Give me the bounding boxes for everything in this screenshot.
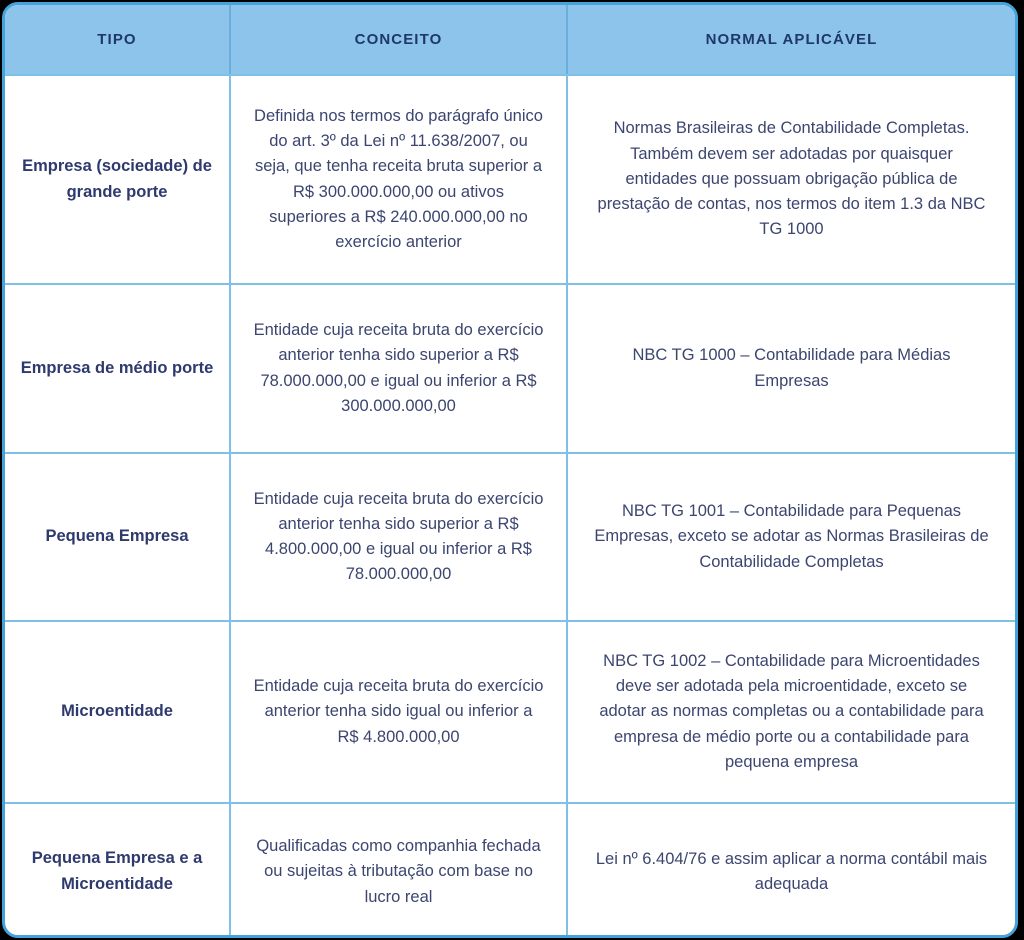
cell-normal-aplicavel — [568, 622, 1015, 802]
cell-conceito — [229, 804, 568, 938]
comparison-table — [2, 2, 1018, 938]
table-row — [5, 74, 1015, 283]
cell-conceito-text: Entidade cuja receita bruta do exercício anterior tenha sido superior a R$ 4.800.000,00 e igual ou inferior a R$ 78.000.000,00 — [253, 489, 544, 584]
cell-conceito — [229, 454, 568, 620]
cell-normal-aplicavel-text: Lei nº 6.404/76 e assim aplicar a norma contábil mais adequada — [595, 849, 988, 893]
column-header-conceito-label: CONCEITO — [354, 31, 443, 48]
cell-tipo — [5, 76, 229, 283]
cell-conceito-text: Entidade cuja receita bruta do exercício anterior tenha sido superior a R$ 78.000.000,00 e igual ou inferior a R$ 300.000.000,00 — [253, 321, 544, 415]
table-header-row — [5, 5, 1015, 74]
cell-conceito — [229, 76, 568, 283]
table-row — [5, 283, 1015, 452]
column-header-tipo-label: TIPO — [97, 31, 137, 48]
table-row — [5, 620, 1015, 802]
column-header-conceito — [229, 5, 568, 74]
cell-tipo-text: Pequena Empresa e a Microentidade — [31, 849, 203, 893]
cell-tipo-text: Pequena Empresa — [45, 527, 189, 546]
cell-conceito — [229, 622, 568, 802]
cell-normal-aplicavel — [568, 76, 1015, 283]
column-header-normal-aplicavel — [568, 5, 1015, 74]
cell-normal-aplicavel-text: NBC TG 1000 – Contabilidade para Médias Empresas — [632, 346, 951, 390]
table-row — [5, 802, 1015, 938]
cell-normal-aplicavel-text: Normas Brasileiras de Contabilidade Completas. Também devem ser adotadas por quaisquer entidades que possuam obrigação pública de prestação de contas, nos termos do item 1.3 da NBC TG 1000 — [597, 119, 986, 239]
cell-tipo — [5, 285, 229, 452]
column-header-tipo — [5, 5, 229, 74]
cell-tipo — [5, 622, 229, 802]
column-header-normal-aplicavel-label: NORMAL APLICÁVEL — [705, 31, 878, 48]
cell-normal-aplicavel-text: NBC TG 1001 – Contabilidade para Pequenas Empresas, exceto se adotar as Normas Brasileiras de Contabilidade Completas — [594, 502, 989, 571]
table-row — [5, 452, 1015, 620]
cell-conceito-text: Qualificadas como companhia fechada ou sujeitas à tributação com base no lucro real — [256, 837, 541, 906]
cell-tipo-text: Empresa de médio porte — [20, 358, 214, 377]
cell-normal-aplicavel-text: NBC TG 1002 – Contabilidade para Microentidades deve ser adotada pela microentidade, exceto se adotar as normas completas ou a contabilidade para empresa de médio porte ou a contabilidade para pequena empresa — [599, 651, 984, 771]
cell-conceito-text: Definida nos termos do parágrafo único do art. 3º da Lei nº 11.638/2007, ou seja, que tenha receita bruta superior a R$ 300.000.000,00 ou ativos superiores a R$ 240.000.000,00 no exercício anterior — [254, 106, 543, 251]
cell-tipo-text: Microentidade — [61, 702, 173, 721]
cell-normal-aplicavel — [568, 454, 1015, 620]
cell-conceito — [229, 285, 568, 452]
cell-conceito-text: Entidade cuja receita bruta do exercício anterior tenha sido igual ou inferior a R$ 4.800.000,00 — [253, 677, 544, 746]
cell-tipo — [5, 454, 229, 620]
cell-normal-aplicavel — [568, 285, 1015, 452]
cell-tipo-text: Empresa (sociedade) de grande porte — [22, 156, 212, 201]
cell-tipo — [5, 804, 229, 938]
cell-normal-aplicavel — [568, 804, 1015, 938]
